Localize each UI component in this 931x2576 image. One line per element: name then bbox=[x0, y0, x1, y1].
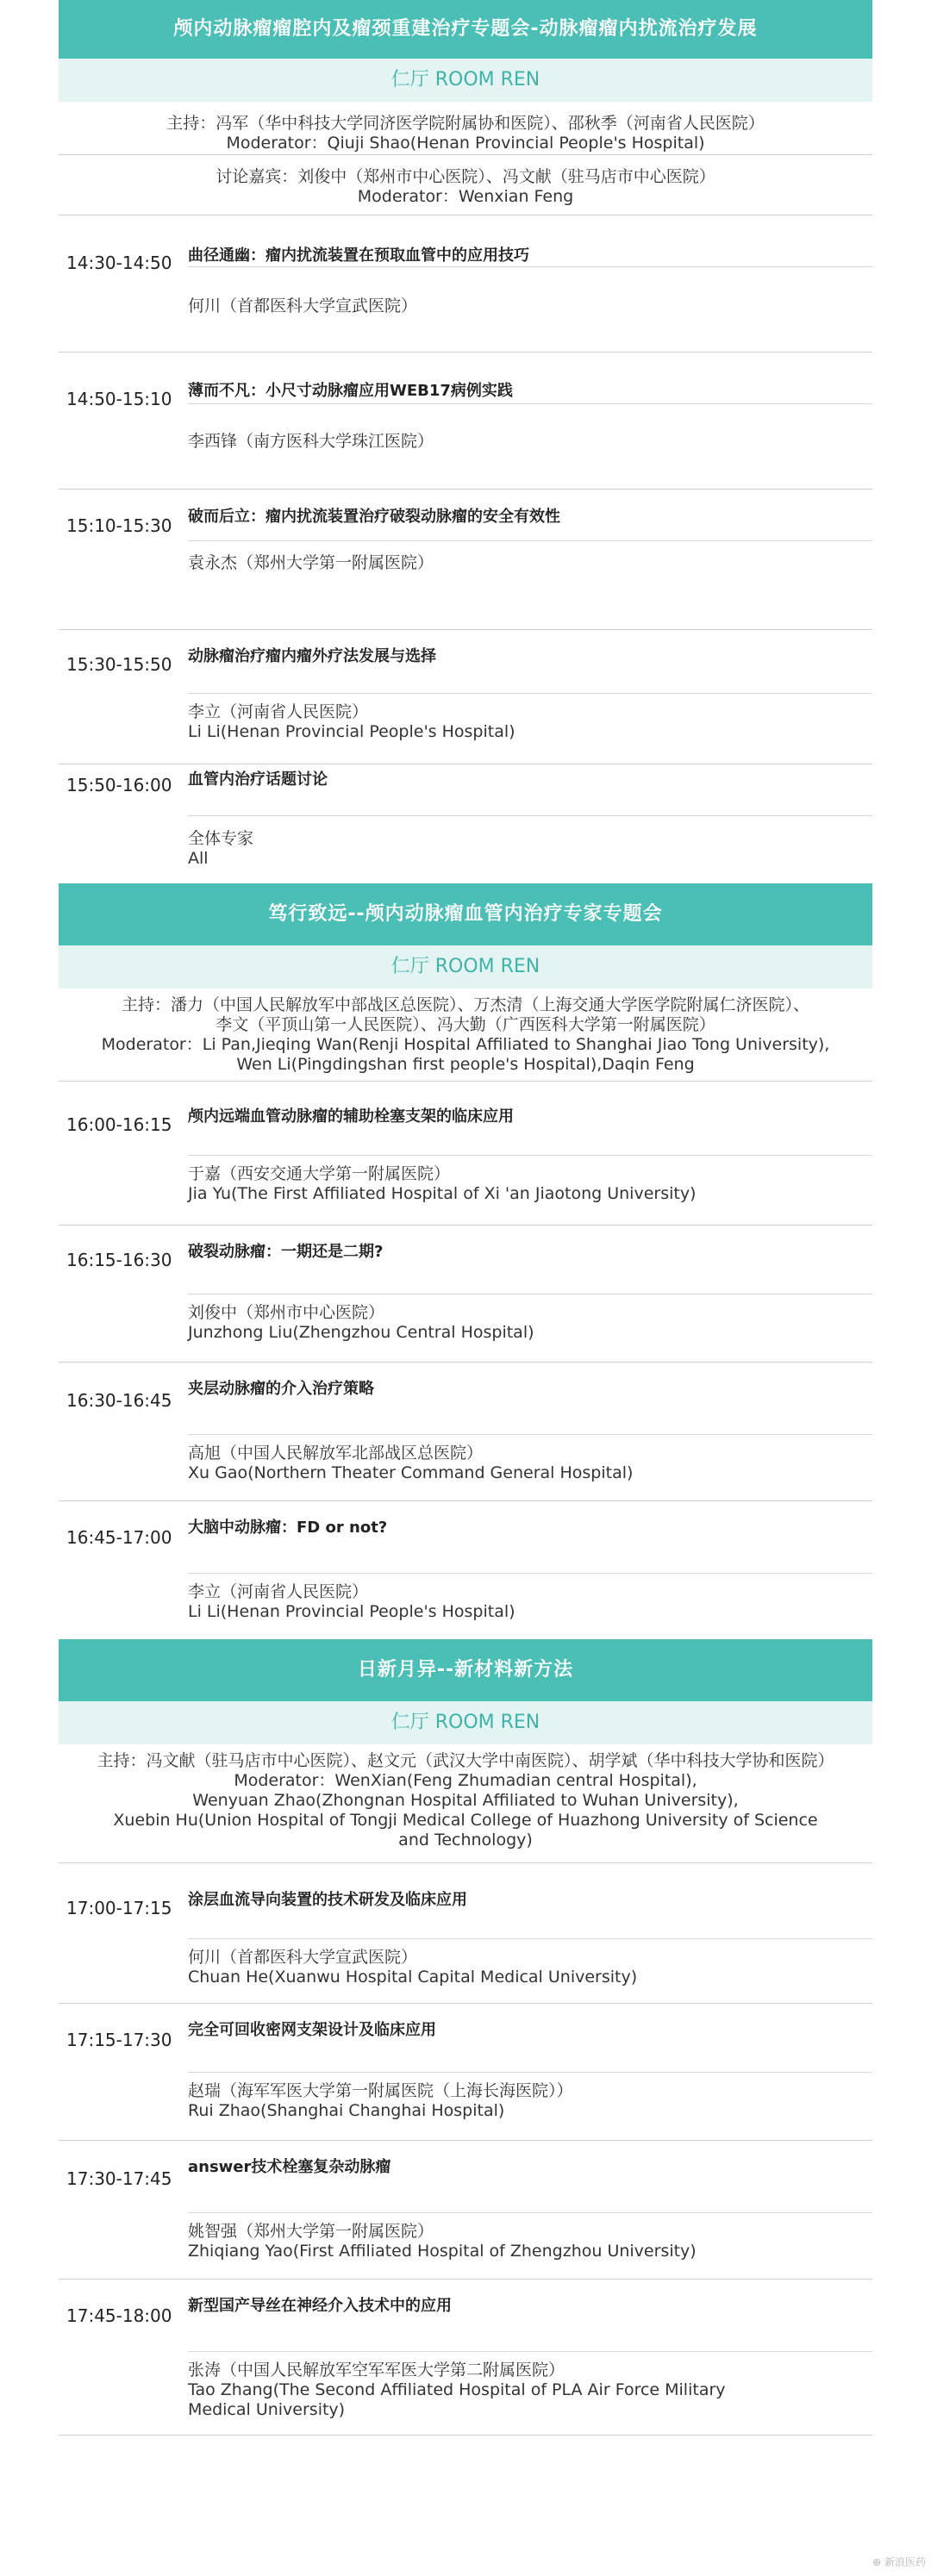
speaker-line: Medical University) bbox=[188, 2400, 346, 2419]
session-row bbox=[59, 1082, 872, 1226]
speaker-line: Jia Yu(The First Affiliated Hospital of Xi 'an Jiaotong University) bbox=[188, 1184, 697, 1203]
session-topic: 新型国产导丝在神经介入技术中的应用 bbox=[188, 2280, 872, 2352]
session-speaker bbox=[188, 541, 872, 573]
session-time: 17:15-17:30 bbox=[66, 2030, 172, 2050]
session-speaker bbox=[188, 404, 872, 452]
session-time: 17:45-18:00 bbox=[66, 2305, 172, 2326]
chairs-info bbox=[59, 1744, 872, 1863]
chairs-line: Moderator：Li Pan,Jieqing Wan(Renji Hospital Affiliated to Shanghai Jiao Tong University), bbox=[101, 1035, 830, 1054]
session-row bbox=[59, 2004, 872, 2141]
session-time: 15:50-16:00 bbox=[66, 775, 172, 795]
session-row bbox=[59, 630, 872, 764]
session-topic: 完全可回收密网支架设计及临床应用 bbox=[188, 2004, 872, 2073]
session-time: 16:15-16:30 bbox=[66, 1250, 172, 1270]
speaker-line: 李立（河南省人民医院） bbox=[188, 1582, 369, 1601]
session-speaker bbox=[188, 267, 872, 316]
speaker-line: Zhiqiang Yao(First Affiliated Hospital of Zhengzhou University) bbox=[188, 2242, 697, 2261]
discussants-line: Moderator：Wenxian Feng bbox=[357, 187, 574, 206]
room-label: 仁厅 ROOM REN bbox=[59, 945, 872, 989]
session-speaker bbox=[188, 2213, 872, 2261]
session-row bbox=[59, 1226, 872, 1363]
session-speaker bbox=[188, 2073, 872, 2121]
session-row bbox=[59, 215, 872, 352]
chairs-line: 主持：冯文献（驻马店市中心医院）、赵文元（武汉大学中南医院）、胡学斌（华中科技大学协和医院） bbox=[97, 1751, 834, 1770]
session-row bbox=[59, 2280, 872, 2436]
speaker-line: Chuan He(Xuanwu Hospital Capital Medical University) bbox=[188, 1968, 638, 1987]
session-speaker bbox=[188, 1156, 872, 1204]
speaker-line: 李西锋（南方医科大学珠江医院） bbox=[188, 432, 434, 451]
session-row bbox=[59, 490, 872, 630]
session-time: 17:30-17:45 bbox=[66, 2168, 172, 2189]
speaker-line: 袁永杰（郑州大学第一附属医院） bbox=[188, 553, 434, 572]
section-title: 颅内动脉瘤瘤腔内及瘤颈重建治疗专题会-动脉瘤瘤内扰流治疗发展 bbox=[59, 0, 872, 59]
section-2 bbox=[59, 883, 872, 1639]
session-topic: 破裂动脉瘤：一期还是二期? bbox=[188, 1226, 872, 1294]
session-row bbox=[59, 1501, 872, 1639]
speaker-line: Rui Zhao(Shanghai Changhai Hospital) bbox=[188, 2101, 505, 2120]
session-speaker bbox=[188, 1574, 872, 1622]
session-time: 15:10-15:30 bbox=[66, 515, 172, 536]
speaker-line: Xu Gao(Northern Theater Command General Hospital) bbox=[188, 1463, 634, 1482]
section-title: 笃行致远--颅内动脉瘤血管内治疗专家专题会 bbox=[59, 883, 872, 945]
chairs-line: Wenyuan Zhao(Zhongnan Hospital Affiliated to Wuhan University), bbox=[192, 1791, 739, 1810]
session-speaker bbox=[188, 1294, 872, 1343]
speaker-line: 何川（首都医科大学宣武医院） bbox=[188, 1948, 418, 1967]
session-row bbox=[59, 1863, 872, 2004]
speaker-line: Junzhong Liu(Zhengzhou Central Hospital) bbox=[188, 1323, 534, 1342]
chairs-info bbox=[59, 989, 872, 1082]
speaker-line: 姚智强（郑州大学第一附属医院） bbox=[188, 2222, 434, 2241]
chairs-line: Moderator：WenXian(Feng Zhumadian central Hospital), bbox=[234, 1771, 697, 1790]
session-time: 16:00-16:15 bbox=[66, 1114, 172, 1135]
session-row bbox=[59, 352, 872, 490]
session-speaker bbox=[188, 2352, 872, 2420]
session-topic: 动脉瘤治疗瘤内瘤外疗法发展与选择 bbox=[188, 630, 872, 694]
speaker-line: 全体专家 bbox=[188, 829, 254, 848]
room-label: 仁厅 ROOM REN bbox=[59, 59, 872, 102]
session-time: 14:30-14:50 bbox=[66, 253, 172, 273]
watermark-credit: ⊕ 新浪医药 bbox=[872, 2556, 926, 2568]
session-speaker bbox=[188, 1435, 872, 1483]
section-3 bbox=[59, 1639, 872, 2436]
speaker-line: Li Li(Henan Provincial People's Hospital) bbox=[188, 722, 515, 741]
session-time: 16:45-17:00 bbox=[66, 1527, 172, 1548]
section-1 bbox=[59, 0, 872, 883]
speaker-line: 赵瑞（海军军医大学第一附属医院（上海长海医院）） bbox=[188, 2081, 573, 2100]
chairs-line: and Technology) bbox=[398, 1831, 533, 1849]
discussants-info bbox=[59, 155, 872, 215]
session-speaker bbox=[188, 816, 872, 869]
session-time: 16:30-16:45 bbox=[66, 1390, 172, 1411]
session-row bbox=[59, 1363, 872, 1501]
speaker-line: Tao Zhang(The Second Affiliated Hospital of PLA Air Force Military bbox=[188, 2380, 726, 2399]
speaker-line: 刘俊中（郑州市中心医院） bbox=[188, 1303, 385, 1322]
chairs-line: 主持：冯军（华中科技大学同济医学院附属协和医院）、邵秋季（河南省人民医院） bbox=[166, 114, 765, 133]
session-topic: 血管内治疗话题讨论 bbox=[188, 764, 872, 816]
session-time: 15:30-15:50 bbox=[66, 654, 172, 675]
chairs-line: 主持：潘力（中国人民解放军中部战区总医院）、万杰清（上海交通大学医学院附属仁济医院）、 bbox=[121, 995, 809, 1014]
session-topic: 破而后立：瘤内扰流装置治疗破裂动脉瘤的安全有效性 bbox=[188, 490, 872, 541]
speaker-line: 何川（首都医科大学宣武医院） bbox=[188, 296, 418, 315]
speaker-line: 高旭（中国人民解放军北部战区总医院） bbox=[188, 1444, 484, 1463]
section-title: 日新月异--新材料新方法 bbox=[59, 1639, 872, 1701]
session-topic: answer技术栓塞复杂动脉瘤 bbox=[188, 2141, 872, 2213]
session-topic: 大脑中动脉瘤：FD or not? bbox=[188, 1501, 872, 1574]
session-row bbox=[59, 764, 872, 883]
chairs-line: Xuebin Hu(Union Hospital of Tongji Medical College of Huazhong University of Science bbox=[113, 1811, 818, 1830]
session-topic: 颅内远端血管动脉瘤的辅助栓塞支架的临床应用 bbox=[188, 1082, 872, 1156]
chairs-line: 李文（平顶山第一人民医院）、冯大勤（广西医科大学第一附属医院） bbox=[216, 1015, 715, 1034]
session-topic: 曲径通幽：瘤内扰流装置在预取血管中的应用技巧 bbox=[188, 215, 872, 267]
session-topic: 涂层血流导向装置的技术研发及临床应用 bbox=[188, 1863, 872, 1939]
speaker-line: Li Li(Henan Provincial People's Hospital) bbox=[188, 1602, 515, 1621]
session-topic: 夹层动脉瘤的介入治疗策略 bbox=[188, 1363, 872, 1435]
chairs-line: Wen Li(Pingdingshan first people's Hospital),Daqin Feng bbox=[236, 1055, 695, 1074]
discussants-line: 讨论嘉宾：刘俊中（郑州市中心医院）、冯文献（驻马店市中心医院） bbox=[216, 167, 715, 186]
session-row bbox=[59, 2141, 872, 2280]
speaker-line: All bbox=[188, 849, 209, 868]
session-speaker bbox=[188, 694, 872, 742]
chairs-info bbox=[59, 102, 872, 155]
speaker-line: 张涛（中国人民解放军空军军医大学第二附属医院） bbox=[188, 2361, 565, 2380]
session-speaker bbox=[188, 1939, 872, 1987]
room-label: 仁厅 ROOM REN bbox=[59, 1701, 872, 1744]
schedule bbox=[59, 0, 872, 2436]
speaker-line: 李立（河南省人民医院） bbox=[188, 702, 369, 721]
speaker-line: 于嘉（西安交通大学第一附属医院） bbox=[188, 1164, 451, 1183]
session-time: 17:00-17:15 bbox=[66, 1898, 172, 1918]
chairs-line: Moderator：Qiuji Shao(Henan Provincial People's Hospital) bbox=[226, 134, 705, 153]
session-topic: 薄而不凡：小尺寸动脉瘤应用WEB17病例实践 bbox=[188, 352, 872, 404]
session-time: 14:50-15:10 bbox=[66, 389, 172, 409]
